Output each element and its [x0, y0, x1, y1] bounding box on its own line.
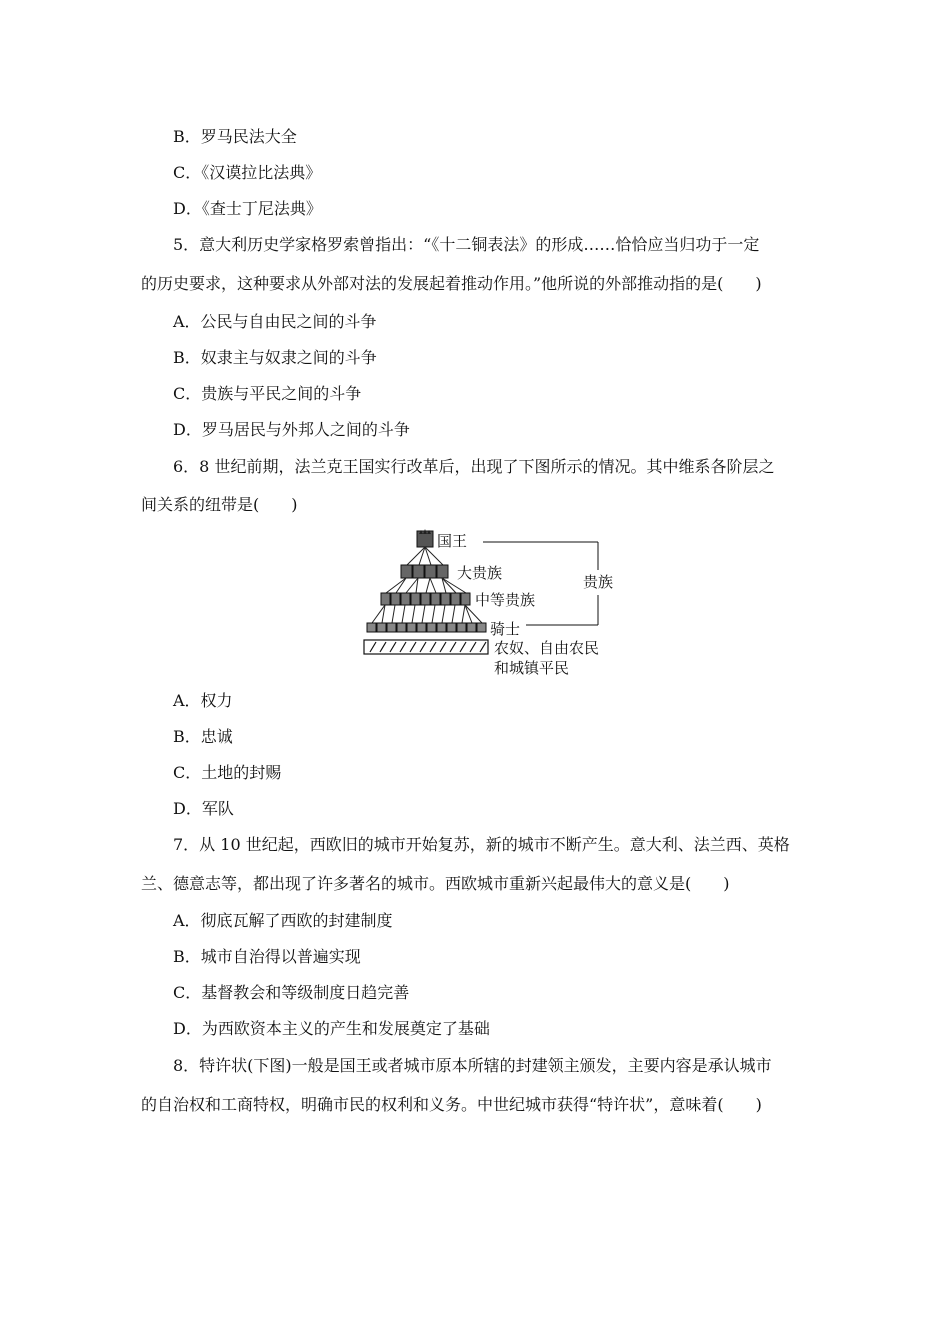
- q6-option-b: B．忠诚: [173, 727, 233, 746]
- nobility-bracket-lines: [483, 542, 598, 625]
- feudal-hierarchy-diagram: [360, 525, 614, 680]
- q5-option-d: D．罗马居民与外邦人之间的斗争: [173, 420, 410, 439]
- knights-icons: [367, 623, 486, 632]
- q5-stem-line1: 5．意大利历史学家格罗索曾指出：“《十二铜表法》的形成……恰恰应当归功于一定: [173, 235, 760, 254]
- q5-option-c: C．贵族与平民之间的斗争: [173, 384, 362, 403]
- label-knights: 骑士: [490, 620, 521, 638]
- label-nobility: 贵族: [583, 573, 614, 591]
- q6-stem-line1: 6．8 世纪前期，法兰克王国实行改革后，出现了下图所示的情况。其中维系各阶层之: [173, 457, 775, 476]
- q5-option-b: B．奴隶主与奴隶之间的斗争: [173, 348, 377, 367]
- q8-stem-line2: 的自治权和工商特权，明确市民的权利和义务。中世纪城市获得“特许状”，意味着( ): [141, 1095, 762, 1114]
- q7-option-a: A．彻底瓦解了西欧的封建制度: [173, 911, 393, 930]
- middle-nobles-icons: [381, 593, 470, 605]
- label-middle-nobles: 中等贵族: [475, 591, 536, 609]
- q7-option-d: D．为西欧资本主义的产生和发展奠定了基础: [173, 1019, 490, 1038]
- label-commoners-line2: 和城镇平民: [494, 659, 570, 677]
- label-king: 国王: [437, 532, 468, 550]
- commoners-bar: [364, 640, 488, 654]
- q4-option-c: C．《汉谟拉比法典》: [173, 163, 322, 182]
- q8-stem-line1: 8．特许状(下图)一般是国王或者城市原本所辖的封建领主颁发，主要内容是承认城市: [173, 1056, 772, 1075]
- q7-option-c: C．基督教会和等级制度日趋完善: [173, 983, 410, 1002]
- q5-option-a: A．公民与自由民之间的斗争: [173, 312, 377, 331]
- q6-option-d: D．军队: [173, 799, 234, 818]
- label-great-nobles: 大贵族: [457, 564, 503, 582]
- king-crown-icon: [417, 529, 433, 547]
- q4-option-d: D．《查士丁尼法典》: [173, 199, 322, 218]
- q7-stem-line1: 7．从 10 世纪起，西欧旧的城市开始复苏，新的城市不断产生。意大利、法兰西、英格: [173, 835, 790, 854]
- great-nobles-icons: [401, 565, 448, 578]
- q7-stem-line2: 兰、德意志等，都出现了许多著名的城市。西欧城市重新兴起最伟大的意义是( ): [141, 874, 730, 893]
- q7-option-b: B．城市自治得以普遍实现: [173, 947, 361, 966]
- q6-option-c: C．土地的封赐: [173, 763, 282, 782]
- q6-option-a: A．权力: [173, 691, 233, 710]
- q5-stem-line2: 的历史要求，这种要求从外部对法的发展起着推动作用。”他所说的外部推动指的是( ): [141, 274, 762, 293]
- q4-option-b: B．罗马民法大全: [173, 127, 297, 146]
- q6-stem-line2: 间关系的纽带是( ): [141, 495, 298, 514]
- label-commoners-line1: 农奴、自由农民: [494, 639, 600, 657]
